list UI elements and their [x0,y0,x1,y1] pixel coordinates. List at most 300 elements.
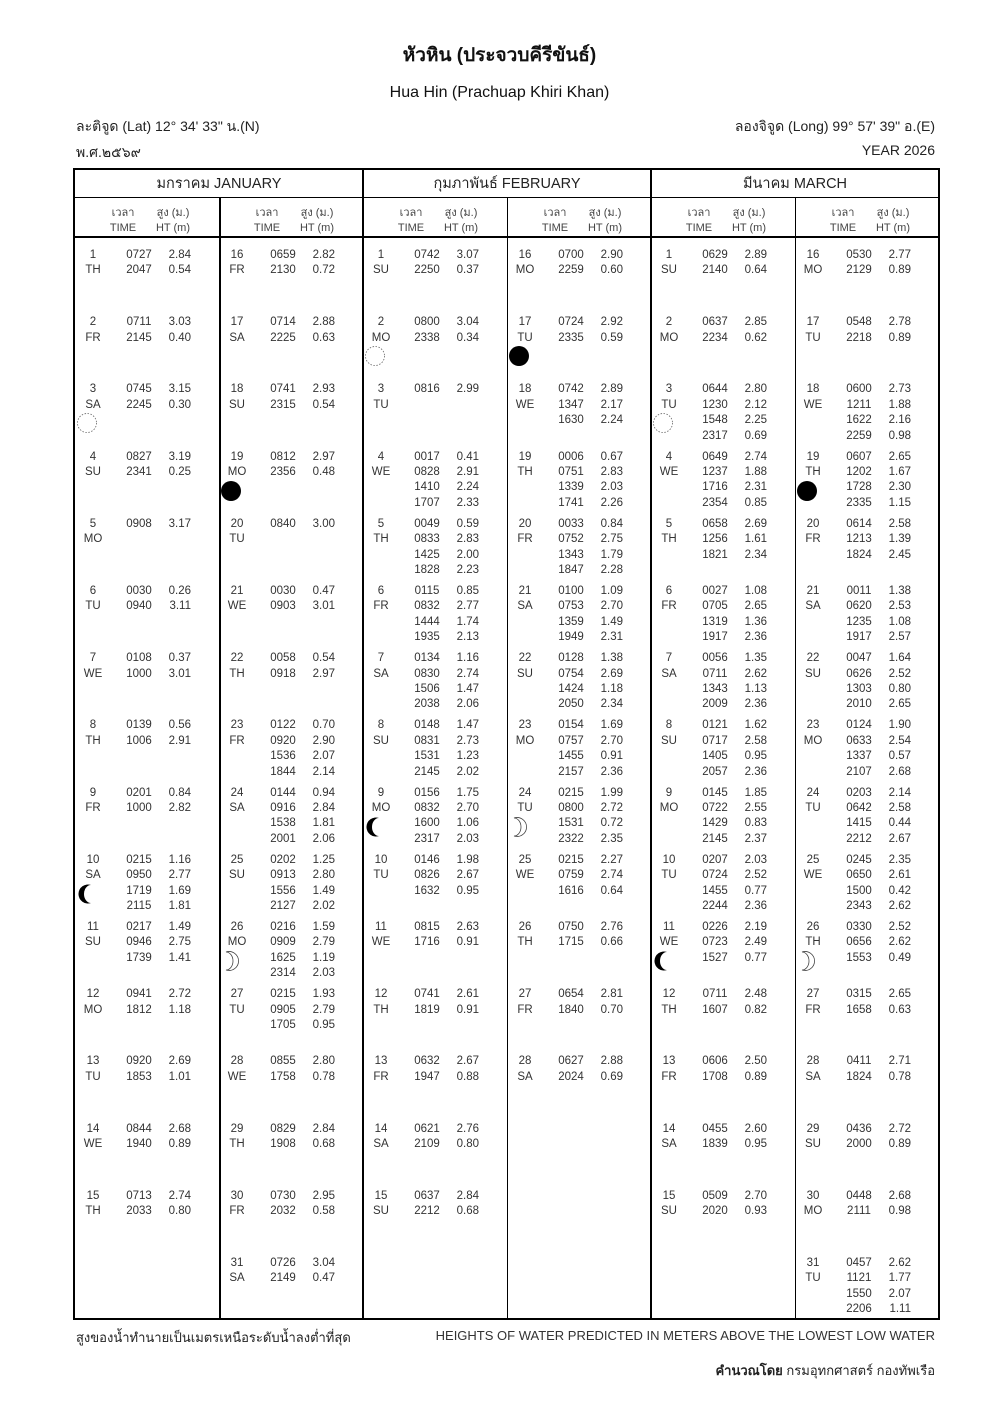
day-number: 5 [665,517,673,530]
day-number: 13 [374,1055,388,1068]
tide-time: 1343 [558,548,584,561]
tide-time: 0144 [270,786,296,799]
day-entry [363,651,507,718]
height-values [437,248,479,279]
tide-time: 0606 [702,1055,728,1068]
day-number: 9 [89,786,97,799]
tide-time: 2317 [414,832,440,845]
tide-height: 2.61 [888,869,911,882]
day-label [369,1122,393,1153]
height-values [869,920,911,966]
height-values [293,315,335,346]
tide-time: 2149 [270,1272,296,1285]
tide-time: 1424 [558,682,584,695]
tide-time: 2234 [702,331,728,344]
tide-height: 2.13 [456,631,479,644]
tide-time: 0100 [558,585,584,597]
tide-height: 2.35 [888,853,911,866]
day-entry [75,248,219,315]
height-values [725,920,767,966]
tide-time: 1536 [270,750,296,763]
day-label [801,450,825,481]
tide-time: 2032 [270,1205,296,1218]
day-number: 6 [665,585,673,597]
day-number: 21 [806,585,820,597]
tide-height: 2.02 [312,899,335,912]
tide-height: 2.72 [168,988,191,1001]
day-number: 22 [806,652,820,665]
time-header-thai: เวลา [111,207,135,219]
tide-time: 1758 [270,1070,296,1083]
day-number: 27 [806,988,820,1001]
tide-time: 1824 [846,548,872,561]
tide-height: 0.67 [600,450,623,463]
tide-height: 2.34 [600,698,623,711]
tide-time: 1444 [414,615,440,628]
tide-time: 0711 [126,316,152,329]
tide-time: 1739 [126,951,152,964]
height-values [725,853,767,915]
tide-height: 2.12 [744,398,767,411]
tide-time: 0047 [846,652,872,665]
tide-time: 0753 [558,600,584,613]
time-header-thai: เวลา [543,207,567,219]
tide-height: 1.23 [456,750,479,763]
tide-time: 0146 [414,853,440,866]
tide-height: 2.23 [456,563,479,576]
day-label [513,450,537,481]
tide-height: 2.57 [888,631,911,644]
day-entry [507,450,651,517]
day-entry [219,1054,363,1121]
day-label [225,987,249,1018]
tide-height: 0.54 [168,264,191,277]
day-entry [75,382,219,449]
tide-time: 0742 [558,383,584,396]
height-values [437,1054,479,1085]
tide-time: 0156 [414,786,440,799]
day-label [81,517,105,548]
day-entry [507,718,651,785]
tide-height: 1.69 [600,719,623,732]
tide-height: 2.50 [744,1055,767,1068]
tide-time: 0626 [846,667,872,680]
day-entry [219,987,363,1054]
tide-time: 1715 [558,936,584,949]
tide-time: 0909 [270,936,296,949]
tide-height: 2.82 [312,249,335,261]
tide-height: 2.70 [456,801,479,814]
weekday: WE [803,869,823,882]
tide-height: 0.30 [168,398,191,411]
day-entry [219,786,363,853]
tide-height: 0.91 [456,1003,479,1016]
tide-time: 0705 [702,600,728,613]
day-label [81,315,105,346]
day-number: 3 [665,383,673,396]
weekday: TH [229,1137,245,1150]
day-number: 20 [518,517,532,530]
tide-height: 0.89 [888,331,911,344]
tide-time: 0941 [126,988,152,1001]
weekday: SU [805,667,821,680]
day-label [225,920,249,951]
tide-time: 2033 [126,1205,152,1218]
time-header-english: TIME [685,222,713,234]
tide-time: 1935 [414,631,440,644]
day-label [657,1054,681,1085]
tide-height: 2.36 [600,765,623,778]
day-entry [651,920,795,987]
tide-time: 0920 [126,1055,152,1068]
height-values [725,450,767,512]
day-entry [75,651,219,718]
day-label [81,651,105,682]
tide-height: 2.07 [312,750,335,763]
tide-height: 2.79 [312,936,335,949]
day-label [225,382,249,413]
tide-time: 1940 [126,1137,152,1150]
tide-time: 1728 [846,481,872,494]
tide-time: 1410 [414,481,440,494]
day-label [225,1122,249,1153]
tide-height: 0.63 [888,1003,911,1016]
tide-time: 1347 [558,398,584,411]
tide-height: 0.91 [600,750,623,763]
weekday: TU [373,869,389,882]
day-label [369,987,393,1018]
tide-height: 0.94 [312,786,335,799]
day-number: 19 [230,450,244,463]
tide-time: 1741 [558,496,584,509]
tide-height: 2.85 [744,316,767,329]
day-entry [363,920,507,987]
tide-height: 2.06 [312,832,335,845]
tide-height: 0.34 [456,331,479,344]
tide-height: 0.54 [312,398,335,411]
tide-height: 2.73 [888,383,911,396]
time-header-thai: เวลา [831,207,855,219]
tide-time: 0832 [414,600,440,613]
tide-time: 0448 [846,1189,872,1202]
height-values [293,786,335,848]
day-label [369,1054,393,1085]
height-values [149,920,191,966]
tide-height: 2.73 [456,734,479,747]
tide-time: 1908 [270,1137,296,1150]
height-values [581,718,623,780]
day-number: 12 [374,988,388,1001]
tide-time: 1550 [846,1287,872,1300]
moon-full-icon [364,345,384,365]
day-number: 24 [806,786,820,799]
height-values [725,248,767,279]
tide-time: 2050 [558,698,584,711]
tide-height: 2.65 [888,988,911,1001]
weekday: SA [805,600,821,613]
tide-time: 0600 [846,383,872,396]
tide-height: 0.84 [600,517,623,530]
day-label [657,651,681,682]
tide-time: 0122 [270,719,296,732]
tide-height: 2.90 [312,734,335,747]
tide-height: 0.82 [744,1003,767,1016]
day-entry [651,1122,795,1189]
tide-height: 2.58 [744,734,767,747]
day-entry [219,315,363,382]
tide-height: 2.31 [744,481,767,494]
tide-time: 2206 [846,1303,872,1316]
tide-time: 0139 [126,719,152,732]
day-entry [75,853,219,920]
tide-height: 2.33 [456,496,479,509]
tide-height: 1.25 [312,853,335,866]
weekday: TU [373,398,389,411]
day-label [657,248,681,279]
height-values [149,382,191,413]
day-number: 13 [662,1055,676,1068]
tide-time: 0637 [702,316,728,329]
tide-time: 0724 [702,869,728,882]
tide-height: 1.79 [600,548,623,561]
day-entry [507,987,651,1054]
tide-height: 0.80 [168,1205,191,1218]
tide-time: 0245 [846,853,872,866]
day-label [657,584,681,615]
tide-time: 0754 [558,667,584,680]
tide-time: 1213 [846,533,872,546]
month-title-3: มีนาคม MARCH [742,176,848,192]
tide-time: 0030 [270,585,296,597]
weekday: TH [229,667,245,680]
tide-time: 0607 [846,450,872,463]
tide-time: 1202 [846,465,872,478]
tide-height: 0.49 [888,951,911,964]
weekday: FR [661,600,677,613]
tide-height: 1.59 [312,921,335,933]
latitude-label: ละติจูด (Lat) 12° 34' 33" น.(N) [76,118,260,134]
tide-time: 1405 [702,750,728,763]
height-values [725,584,767,646]
tide-time: 1000 [126,667,152,680]
tide-time: 0730 [270,1189,296,1202]
ht-header-english: HT (m) [587,222,622,234]
tide-height: 0.84 [168,786,191,799]
day-number: 3 [377,383,385,396]
weekday: WE [83,1137,103,1150]
tide-height: 1.15 [888,496,911,509]
day-entry [75,920,219,987]
height-values [581,853,623,899]
tide-time: 2212 [846,832,872,845]
tide-time: 0800 [558,801,584,814]
tide-time: 0752 [558,533,584,546]
day-number: 5 [377,517,385,530]
tide-height: 0.80 [888,682,911,695]
tide-height: 0.68 [312,1137,335,1150]
weekday: SU [85,465,101,478]
tide-height: 0.93 [744,1205,767,1218]
weekday: SA [661,1137,677,1150]
day-entry [219,853,363,920]
tide-time: 1230 [702,398,728,411]
tide-time: 0722 [702,801,728,814]
day-entry [651,315,795,382]
height-values [293,1256,335,1287]
tide-time: 0940 [126,600,152,613]
tide-time: 1853 [126,1070,152,1083]
tide-height: 2.34 [744,548,767,561]
day-label [801,853,825,884]
ht-header-thai: สูง (ม.) [876,207,910,219]
tide-height: 2.84 [312,1122,335,1135]
weekday: TU [661,398,677,411]
tide-height: 0.89 [888,1137,911,1150]
moon-new-icon [796,480,816,500]
weekday: TH [805,936,821,949]
page-title-english: Hua Hin (Prachuap Khiri Khan) [389,84,610,101]
day-number: 2 [89,316,97,329]
day-entry [363,517,507,584]
tide-time: 1607 [702,1003,728,1016]
height-values [869,1256,911,1318]
tide-time: 1716 [414,936,440,949]
day-number: 28 [518,1055,532,1068]
day-number: 24 [230,786,244,799]
tide-height: 2.70 [600,600,623,613]
day-label [369,651,393,682]
ht-header-english: HT (m) [875,222,910,234]
tide-height: 3.04 [456,316,479,329]
height-values [437,920,479,951]
tide-height: 0.72 [600,817,623,830]
day-label [81,1189,105,1220]
tide-time: 0457 [846,1257,872,1269]
tide-height: 1.49 [168,921,191,933]
day-number: 20 [230,517,244,530]
day-label [225,853,249,884]
day-label [225,584,249,615]
weekday: SA [805,1070,821,1083]
tide-time: 0215 [126,853,152,866]
tide-height: 2.27 [600,853,623,866]
tide-time: 0203 [846,786,872,799]
height-values [581,1054,623,1085]
weekday: TH [517,465,533,478]
time-header-thai: เวลา [687,207,711,219]
day-label [81,786,105,817]
day-label [801,1122,825,1153]
day-number: 12 [86,988,100,1001]
tide-height: 0.98 [888,1205,911,1218]
height-values [437,987,479,1018]
day-label [513,382,537,413]
tide-time: 0056 [702,652,728,665]
height-values [581,450,623,512]
longitude-label: ลองจิจูด (Long) 99° 57' 39" อ.(E) [734,118,935,134]
moon-last-icon [364,816,384,836]
day-entry [75,718,219,785]
tide-height: 1.93 [312,988,335,1001]
day-entry [75,517,219,584]
day-label [225,718,249,749]
height-values [869,1122,911,1153]
tide-time: 1527 [702,951,728,964]
height-values [725,382,767,444]
day-number: 15 [374,1189,388,1202]
tide-time: 1917 [702,631,728,644]
tide-time: 0745 [126,383,152,396]
tide-height: 0.59 [456,517,479,530]
height-values [581,315,623,346]
height-values [149,786,191,817]
height-values [149,450,191,481]
day-number: 31 [230,1257,244,1269]
tide-time: 0713 [126,1189,152,1202]
day-label [225,1189,249,1220]
day-entry [795,315,939,382]
day-label [369,315,393,346]
tide-time: 0215 [558,853,584,866]
day-entry [219,248,363,315]
day-entry [219,1122,363,1189]
tide-time: 0315 [846,988,872,1001]
credit-label: คำนวณโดย [715,1363,783,1378]
tide-time: 0115 [414,585,440,597]
footer-note-english: HEIGHTS OF WATER PREDICTED IN METERS ABOVE THE LOWEST LOW WATER [435,1328,935,1343]
weekday: MO [371,801,391,814]
tide-height: 2.48 [744,988,767,1001]
tide-height: 1.38 [888,585,911,597]
day-entry [363,853,507,920]
day-number: 18 [806,383,820,396]
day-number: 1 [89,249,97,261]
day-number: 14 [662,1122,676,1135]
weekday: SU [517,667,533,680]
tide-time: 0812 [270,450,296,463]
tide-height: 0.37 [168,652,191,665]
day-entry [507,920,651,987]
tide-time: 0633 [846,734,872,747]
moon-last-icon [76,883,96,903]
tide-height: 0.42 [888,884,911,897]
day-number: 19 [806,450,820,463]
weekday: MO [515,264,535,277]
day-entry [507,517,651,584]
day-number: 27 [518,988,532,1001]
tide-time: 0759 [558,869,584,882]
tide-time: 0903 [270,600,296,613]
height-values [149,584,191,615]
height-values [869,1189,911,1220]
day-entry [219,1256,363,1323]
tide-height: 2.70 [744,1189,767,1202]
tide-height: 2.58 [888,517,911,530]
tide-height: 3.00 [312,517,335,530]
tide-height: 2.14 [312,765,335,778]
tide-height: 2.82 [168,801,191,814]
day-number: 24 [518,786,532,799]
tide-time: 0658 [702,517,728,530]
day-entry [219,651,363,718]
day-entry [651,1054,795,1121]
tide-height: 2.36 [744,899,767,912]
tide-height: 2.07 [888,1287,911,1300]
day-number: 1 [377,249,385,261]
height-values [293,920,335,982]
tide-time: 2259 [846,429,872,442]
weekday: FR [229,734,245,747]
